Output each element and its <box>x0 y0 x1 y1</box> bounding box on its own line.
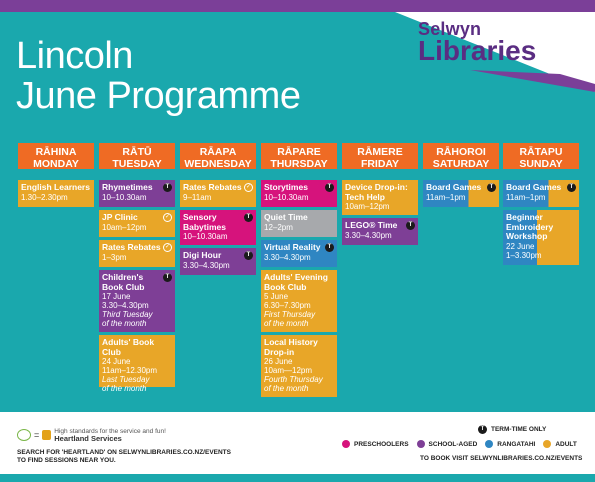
term-time-icon: T <box>487 183 496 192</box>
event-time: 9–11am <box>183 192 212 202</box>
page-title <box>16 36 300 116</box>
term-time-icon: T <box>163 273 172 282</box>
legend-preschoolers <box>342 440 409 448</box>
event-adults-evening-book-club[interactable] <box>261 270 337 332</box>
event-time: 11am–1pm <box>426 192 466 202</box>
day-name-maori: RĀHINA <box>35 146 77 158</box>
event-beginner-embroidery[interactable] <box>503 210 579 265</box>
top-purple-bar <box>0 0 595 12</box>
event-quiet-time[interactable] <box>261 210 337 237</box>
day-header-friday <box>342 143 418 169</box>
term-time-icon: T <box>567 183 576 192</box>
event-recurrence: Fourth Thursday <box>264 375 323 384</box>
column-thursday <box>261 143 337 393</box>
search-line2: TO FIND SESSIONS NEAR YOU. <box>17 457 116 464</box>
event-lego-time[interactable] <box>342 218 418 245</box>
rangatahi-dot-icon <box>485 440 493 448</box>
event-title: Adults' Evening <box>264 272 328 282</box>
event-title: Quiet Time <box>264 212 308 222</box>
column-friday <box>342 143 418 240</box>
event-time: 10–10.30am <box>264 192 309 202</box>
heartland-logo[interactable] <box>17 428 166 442</box>
check-icon: ✓ <box>245 184 252 190</box>
day-name-maori: RĀMERE <box>357 146 403 158</box>
event-time: 12–2pm <box>264 222 293 232</box>
event-rhymetimes[interactable] <box>99 180 175 207</box>
day-name-english: THURSDAY <box>270 158 328 170</box>
event-title: Board Games <box>426 182 482 192</box>
heartland-name: Heartland Services <box>54 434 122 443</box>
event-rates-rebates-tue[interactable] <box>99 240 175 267</box>
event-title: Beginner <box>506 212 543 222</box>
column-sunday <box>503 143 579 260</box>
search-instructions <box>17 449 231 465</box>
title-line2: June Programme <box>16 75 301 117</box>
day-name-english: SATURDAY <box>432 158 490 170</box>
event-time: 1.30–2.30pm <box>21 192 68 202</box>
column-saturday <box>423 143 499 202</box>
event-title: Children's <box>102 272 144 282</box>
selwyn-libraries-logo[interactable] <box>418 20 536 65</box>
event-title-2: Drop-in <box>264 346 295 357</box>
event-title-2: Babytimes <box>183 221 226 232</box>
event-date: 26 June <box>264 357 293 366</box>
legend-label: ADULT <box>555 440 577 448</box>
adult-dot-icon <box>543 440 551 448</box>
event-recurrence: Last Tuesday <box>102 375 150 384</box>
day-name-maori: RĀAPA <box>199 146 237 158</box>
event-time: 6.30–7.30pm <box>264 301 311 310</box>
day-name-english: WEDNESDAY <box>184 158 252 170</box>
column-wednesday <box>180 143 256 270</box>
term-time-icon: T <box>244 251 253 260</box>
legend-rangatahi <box>485 440 535 448</box>
event-title: JP Clinic <box>102 212 138 222</box>
event-title-2: Tech Help <box>345 191 385 202</box>
event-title-3: Workshop <box>506 231 548 241</box>
event-title: Rates Rebates <box>183 182 242 192</box>
day-header-wednesday <box>180 143 256 169</box>
preschoolers-dot-icon <box>342 440 350 448</box>
term-time-icon: T <box>244 213 253 222</box>
event-title-2: Book Club <box>264 281 307 292</box>
day-header-thursday <box>261 143 337 169</box>
event-childrens-book-club[interactable] <box>99 270 175 332</box>
event-title: Adults' Book Club <box>102 337 155 357</box>
event-date: 22 June <box>506 241 535 251</box>
event-title: Virtual Reality <box>264 242 321 252</box>
legend-label: RANGATAHI <box>497 440 536 448</box>
event-storytimes[interactable] <box>261 180 337 207</box>
event-time: 3.30–4.30pm <box>264 252 311 262</box>
logo-line1: Selwyn <box>418 19 482 39</box>
event-time: 10am–12pm <box>102 222 147 232</box>
event-time: 1–3pm <box>102 252 127 262</box>
check-icon: ✓ <box>164 214 171 220</box>
school-aged-dot-icon <box>417 440 425 448</box>
legend <box>342 440 585 448</box>
event-time: 10am—12pm <box>264 366 313 375</box>
legend-label: SCHOOL-AGED <box>428 440 478 448</box>
event-device-drop-in[interactable] <box>342 180 418 215</box>
event-title-2: Book Club <box>102 281 145 292</box>
event-recurrence: First Thursday <box>264 310 316 319</box>
event-board-games-sun[interactable] <box>503 180 579 207</box>
term-time-icon: T <box>163 183 172 192</box>
check-icon: ✓ <box>164 244 171 250</box>
event-title: English Learners <box>21 182 90 192</box>
event-time: 10–10.30am <box>102 192 147 202</box>
day-name-maori: RĀTAPU <box>519 146 563 158</box>
selwyn-swirl-icon <box>17 429 31 441</box>
event-recurrence-2: of the month <box>264 384 309 393</box>
event-title: Board Games <box>506 182 562 192</box>
heartland-tagline: High standards for the service and fun! <box>54 428 166 435</box>
heartland-text <box>54 428 166 442</box>
event-virtual-reality[interactable] <box>261 240 337 267</box>
event-recurrence-2: of the month <box>264 319 309 328</box>
day-header-sunday <box>503 143 579 169</box>
event-date: 24 June <box>102 357 131 366</box>
term-time-icon: T <box>325 243 334 252</box>
title-line1: Lincoln <box>16 35 133 77</box>
event-time: 3.30–4.30pm <box>345 230 392 240</box>
legend-adult <box>543 440 577 448</box>
event-jp-clinic[interactable] <box>99 210 175 237</box>
day-name-english: SUNDAY <box>519 158 563 170</box>
event-time: 3.30–4.30pm <box>183 260 230 270</box>
legend-term-time <box>478 425 546 434</box>
day-name-english: TUESDAY <box>112 158 162 170</box>
term-time-icon: T <box>478 425 487 434</box>
event-recurrence-2: of the month <box>102 319 147 328</box>
heartland-icon <box>42 430 51 440</box>
day-name-maori: RĀTŪ <box>122 146 152 158</box>
day-name-maori: RĀPARE <box>277 146 321 158</box>
event-digi-hour[interactable] <box>180 248 256 275</box>
day-name-english: MONDAY <box>33 158 79 170</box>
event-time: 10–10.30am <box>183 232 228 241</box>
event-title: LEGO® Time <box>345 220 398 230</box>
event-recurrence-2: of the month <box>102 384 147 393</box>
legend-school-aged <box>417 440 478 448</box>
day-header-tuesday <box>99 143 175 169</box>
column-monday <box>18 143 94 202</box>
bottom-teal-strip <box>0 474 595 482</box>
logo-line2: Libraries <box>418 35 537 66</box>
event-title: Storytimes <box>264 182 308 192</box>
column-tuesday <box>99 143 175 393</box>
search-line1: SEARCH FOR 'HEARTLAND' ON SELWYNLIBRARIES.CO.NZ/EVENTS <box>17 449 231 456</box>
event-adults-book-club[interactable] <box>99 335 175 393</box>
event-title: Local History <box>264 337 318 347</box>
event-title: Sensory <box>183 212 217 222</box>
day-name-maori: RĀHOROI <box>436 146 486 158</box>
term-time-icon: T <box>406 221 415 230</box>
day-header-monday <box>18 143 94 169</box>
event-board-games-sat[interactable] <box>423 180 499 207</box>
event-local-history-drop-in[interactable] <box>261 335 337 397</box>
legend-label: PRESCHOOLERS <box>354 440 409 448</box>
event-title: Rhymetimes <box>102 182 153 192</box>
event-english-learners[interactable] <box>18 180 94 207</box>
event-time: 3.30–4.30pm <box>102 301 149 310</box>
day-name-english: FRIDAY <box>360 158 400 170</box>
event-date: 17 June <box>102 292 131 301</box>
event-title-2: Embroidery <box>506 221 554 232</box>
event-title: Digi Hour <box>183 250 222 260</box>
day-header-saturday <box>423 143 499 169</box>
event-title: Device Drop-in: <box>345 182 408 192</box>
event-title: Rates Rebates <box>102 242 161 252</box>
event-time: 11am–12.30pm <box>102 366 157 375</box>
term-time-icon: T <box>325 183 334 192</box>
event-recurrence: Third Tuesday <box>102 310 153 319</box>
booking-link[interactable]: TO BOOK VISIT SELWYNLIBRARIES.CO.NZ/EVENTS <box>420 455 583 462</box>
event-rates-rebates-wed[interactable] <box>180 180 256 207</box>
equals-sign: = <box>34 430 40 440</box>
event-time: 11am–1pm <box>506 192 546 202</box>
event-date: 5 June <box>264 292 289 301</box>
event-sensory-babytimes[interactable] <box>180 210 256 245</box>
event-time: 1–3.30pm <box>506 250 542 260</box>
term-time-label: TERM-TIME ONLY <box>491 426 547 433</box>
event-time: 10am–12pm <box>345 202 390 211</box>
